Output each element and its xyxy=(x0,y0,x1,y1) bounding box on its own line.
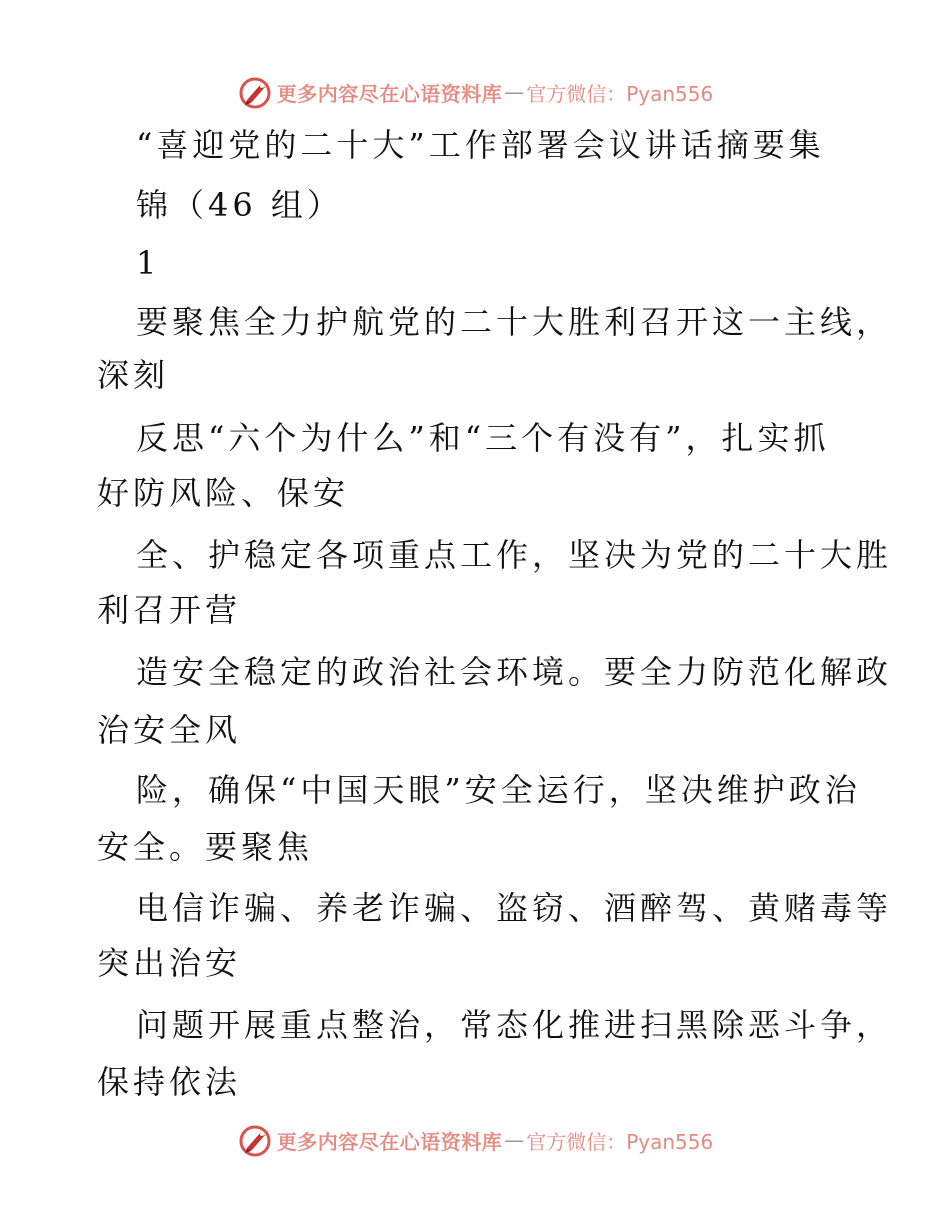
paragraph-line: 保持依法 xyxy=(97,1063,242,1101)
pen-logo-icon xyxy=(237,1122,273,1158)
paragraph-line: 利召开营 xyxy=(97,591,242,629)
banner-dash: — xyxy=(504,1128,525,1152)
wechat-contact: 官方微信：Pyan556 xyxy=(526,81,714,106)
document-title-line-2: 锦（46 组） xyxy=(136,186,343,224)
paragraph-line: 造安全稳定的政治社会环境。要全力防范化解政 xyxy=(136,653,893,691)
footer-banner xyxy=(0,1120,950,1160)
promo-text: 更多内容尽在心语资料库 xyxy=(276,81,503,106)
promo-text: 更多内容尽在心语资料库 xyxy=(276,1129,503,1154)
paragraph-line: 治安全风 xyxy=(97,711,242,749)
paragraph-line: 全、护稳定各项重点工作，坚决为党的二十大胜 xyxy=(136,536,893,574)
banner-dash: — xyxy=(504,80,525,104)
header-banner xyxy=(0,72,950,112)
paragraph-line: 好防风险、保安 xyxy=(97,474,350,512)
paragraph-line: 电信诈骗、养老诈骗、盗窃、酒醉驾、黄赌毒等 xyxy=(136,889,893,927)
paragraph-line: 深刻 xyxy=(97,356,170,394)
section-number: 1 xyxy=(136,244,161,282)
document-title-line-1: “喜迎党的二十大”工作部署会议讲话摘要集 xyxy=(136,126,825,164)
paragraph-line: 险，确保“中国天眼”安全运行，坚决维护政治 xyxy=(136,771,861,809)
pen-logo-icon xyxy=(237,74,273,110)
wechat-contact: 官方微信：Pyan556 xyxy=(526,1129,714,1154)
paragraph-line: 反思“六个为什么”和“三个有没有”，扎实抓 xyxy=(136,419,830,457)
paragraph-line: 安全。要聚焦 xyxy=(97,828,314,866)
paragraph-line: 问题开展重点整治，常态化推进扫黑除恶斗争， xyxy=(136,1006,893,1044)
paragraph-line: 要聚焦全力护航党的二十大胜利召开这一主线， xyxy=(136,303,893,341)
paragraph-line: 突出治安 xyxy=(97,944,242,982)
